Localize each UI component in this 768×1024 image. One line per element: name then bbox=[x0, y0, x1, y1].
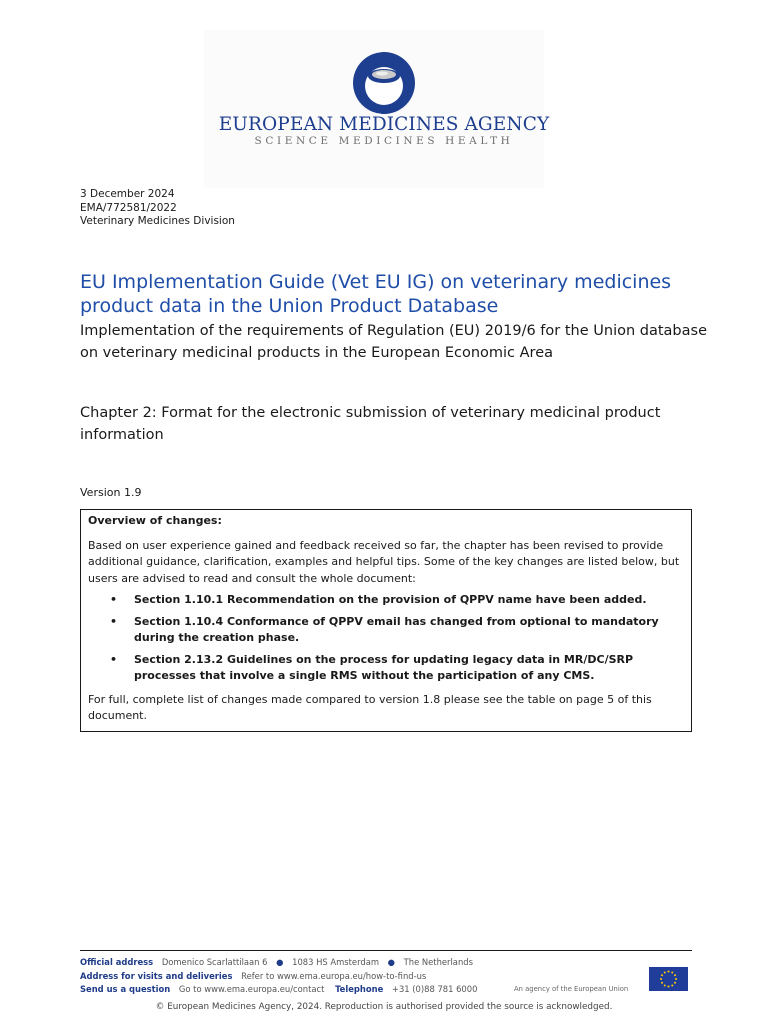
document-date: 3 December 2024 bbox=[80, 188, 175, 200]
visits-label: Address for visits and deliveries bbox=[80, 971, 233, 981]
changes-heading: Overview of changes: bbox=[88, 514, 222, 527]
telephone-number: +31 (0)88 781 6000 bbox=[391, 984, 478, 994]
visits-link[interactable]: Refer to www.ema.europa.eu/how-to-find-us bbox=[241, 971, 427, 981]
ema-emblem-icon bbox=[352, 51, 416, 115]
list-item-text: Section 1.10.1 Recommendation on the provision of QPPV name have been added. bbox=[134, 593, 647, 606]
contact-link[interactable]: Go to www.ema.europa.eu/contact bbox=[178, 984, 325, 994]
document-reference: EMA/772581/2022 bbox=[80, 201, 177, 214]
footer-official-address bbox=[80, 957, 473, 967]
footer-visits bbox=[80, 971, 426, 981]
footer-contact bbox=[80, 984, 477, 994]
official-address-label: Official address bbox=[80, 957, 154, 967]
bullet-icon: • bbox=[110, 652, 118, 666]
copyright-notice: © European Medicines Agency, 2024. Reproduction is authorised provided the source is acknowledged. bbox=[155, 1002, 613, 1012]
list-item-text: Section 1.10.4 Conformance of QPPV email has changed from optional to mandatory during the creation phase. bbox=[134, 614, 659, 644]
document-meta bbox=[80, 188, 235, 229]
eu-agency-text: An agency of the European Union bbox=[514, 985, 629, 993]
footer-divider bbox=[80, 950, 692, 951]
list-item-text: Section 2.13.2 Guidelines on the process for updating legacy data in MR/DC/SRP processes that involve a single RMS without the participation of any CMS. bbox=[134, 652, 634, 682]
agency-name: EUROPEAN MEDICINES AGENCY bbox=[218, 114, 550, 135]
eu-flag-icon bbox=[649, 967, 688, 991]
agency-tagline: SCIENCE MEDICINES HEALTH bbox=[254, 135, 514, 147]
list-item bbox=[110, 652, 684, 685]
address-street: Domenico Scarlattilaan 6 bbox=[161, 957, 268, 967]
document-subtitle: Implementation of the requirements of Regulation (EU) 2019/6 for the Union database on veterinary medicinal products in the European Economic Area bbox=[80, 323, 707, 361]
separator-dot-icon: ● bbox=[387, 957, 395, 967]
telephone-label: Telephone bbox=[335, 984, 384, 994]
document-title: EU Implementation Guide (Vet EU IG) on veterinary medicines product data in the Union Product Database bbox=[80, 271, 672, 317]
changes-outro: For full, complete list of changes made compared to version 1.8 please see the table on page 5 of this document. bbox=[88, 692, 652, 722]
changes-overview-box bbox=[80, 509, 692, 732]
chapter-title: Chapter 2: Format for the electronic submission of veterinary medicinal product information bbox=[80, 405, 661, 443]
address-postcode: 1083 HS Amsterdam bbox=[292, 957, 379, 967]
address-country: The Netherlands bbox=[403, 957, 473, 967]
bullet-icon: • bbox=[110, 593, 118, 606]
document-division: Veterinary Medicines Division bbox=[80, 215, 235, 227]
separator-dot-icon: ● bbox=[276, 957, 284, 967]
list-item bbox=[110, 614, 684, 647]
list-item bbox=[110, 592, 684, 609]
changes-intro: Based on user experience gained and feedback received so far, the chapter has been revised to provide additional guidance, clarification, examples and helpful tips. Some of the key changes are listed below, but users are advised to read and consult the whole document: bbox=[88, 538, 680, 585]
question-label: Send us a question bbox=[80, 984, 171, 994]
changes-list bbox=[88, 592, 684, 685]
document-version: Version 1.9 bbox=[80, 486, 142, 499]
bullet-icon: • bbox=[110, 614, 118, 628]
